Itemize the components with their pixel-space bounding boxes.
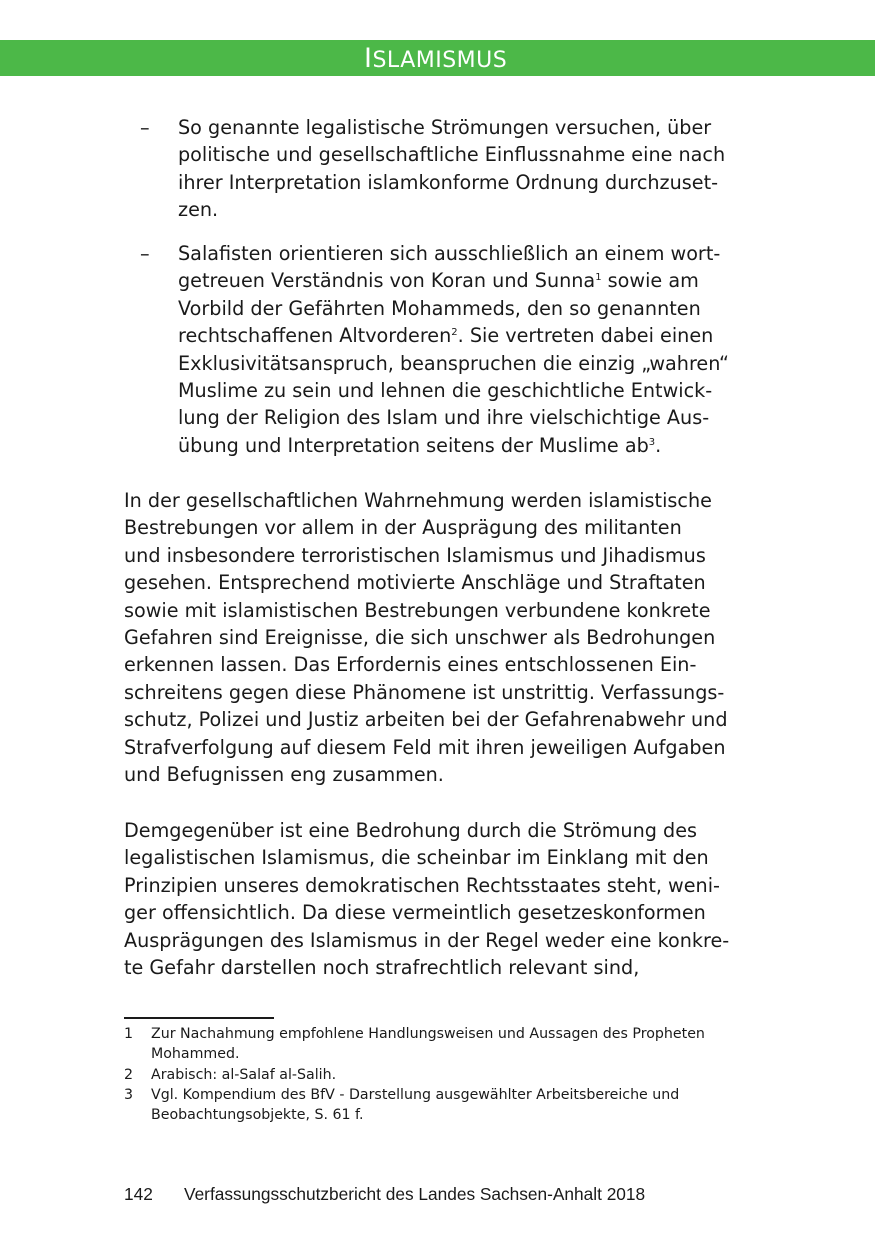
footnote-ref[interactable]: 2 (451, 327, 458, 339)
text-line: politische und gesellschaftliche Einflussnahme eine nach (178, 143, 726, 167)
footnote-item (124, 1024, 754, 1064)
text-line: In der gesellschaftlichen Wahrnehmung werden islamistische (124, 489, 712, 512)
bullet-item (124, 114, 754, 224)
text-fragment: übung und Interpretation seitens der Muslime ab (178, 433, 649, 457)
text-line: lung der Religion des Islam und ihre vielschichtige Aus- (178, 406, 710, 430)
bullet-item (124, 240, 754, 459)
footnote-text (151, 1024, 754, 1064)
text-line: schreitens gegen diese Phänomene ist unstrittig. Verfassungs- (124, 680, 725, 704)
text-line: und Befugnissen eng zusammen. (124, 763, 444, 787)
text-fragment: rechtschaffenen Altvorderen (178, 324, 452, 348)
text-fragment: sowie am (601, 269, 699, 293)
footnote-number: 2 (124, 1067, 134, 1083)
text-line: te Gefahr darstellen noch strafrechtlich relevant sind, (124, 956, 640, 980)
bullet-text (178, 114, 754, 224)
footnote-ref[interactable]: 3 (648, 436, 656, 448)
footnote-divider (124, 1017, 274, 1019)
text-line: Strafverfolgung auf diesem Feld mit ihren jeweiligen Aufgaben (124, 735, 726, 759)
text-line: zen. (178, 198, 219, 222)
text-line: Zur Nachahmung empfohlene Handlungsweisen und Aussagen des Propheten (151, 1026, 705, 1042)
text-line: schutz, Polizei und Justiz arbeiten bei der Gefahrenabwehr und (124, 708, 728, 732)
text-line: Bestrebungen vor allem in der Ausprägung des militanten (124, 516, 682, 540)
page-footer (124, 1182, 645, 1206)
footnote-text (151, 1065, 754, 1085)
text-line: Ausprägungen des Islamismus in der Regel weder eine konkre- (124, 928, 730, 952)
text-fragment: . Sie vertreten dabei einen (457, 324, 714, 348)
footnote-number: 3 (124, 1087, 134, 1103)
text-line (178, 267, 754, 294)
text-fragment: . (655, 433, 662, 457)
body-paragraph (124, 817, 754, 981)
footnote-item (124, 1085, 754, 1125)
section-title-initial: I (364, 43, 373, 74)
section-title-rest: SLAMISMUS (372, 48, 508, 73)
text-line: Vgl. Kompendium des BfV - Darstellung ausgewählter Arbeitsbereiche und (151, 1087, 680, 1103)
footnote-ref[interactable]: 1 (595, 272, 602, 284)
text-line: So genannte legalistische Strömungen versuchen, über (178, 116, 712, 139)
text-line: Gefahren sind Ereignisse, die sich unschwer als Bedrohungen (124, 626, 716, 650)
publication-title: Verfassungsschutzbericht des Landes Sachsen-Anhalt 2018 (184, 1184, 646, 1204)
text-line: Arabisch: al-Salaf al-Salih. (151, 1067, 337, 1083)
bullet-dash: – (140, 242, 150, 265)
text-line: ger offensichtlich. Da diese vermeintlich gesetzeskonformen (124, 901, 706, 925)
text-line: Demgegenüber ist eine Bedrohung durch die Strömung des (124, 819, 698, 842)
text-fragment: getreuen Verständnis von Koran und Sunna (178, 269, 596, 293)
bullet-text (178, 240, 754, 459)
body-paragraph (124, 487, 754, 788)
text-line: Vorbild der Gefährten Mohammeds, den so genannten (178, 296, 701, 320)
text-line (178, 432, 754, 459)
footnote-number: 1 (124, 1026, 134, 1042)
page-number: 142 (124, 1184, 153, 1204)
text-line: und insbesondere terroristischen Islamismus und Jihadismus (124, 543, 706, 567)
footnote-item (124, 1065, 754, 1085)
text-line: erkennen lassen. Das Erfordernis eines entschlossenen Ein- (124, 653, 697, 677)
text-line: Beobachtungsobjekte, S. 61 f. (151, 1107, 364, 1123)
bullet-dash: – (140, 116, 150, 139)
footnote-text (151, 1085, 754, 1125)
text-line: legalistischen Islamismus, die scheinbar im Einklang mit den (124, 846, 709, 870)
text-line (178, 322, 754, 349)
section-title (364, 44, 507, 76)
text-line: Mohammed. (151, 1046, 240, 1062)
text-line: Exklusivitätsanspruch, beanspruchen die einzig „wahren“ (178, 351, 729, 375)
text-line: ihrer Interpretation islamkonforme Ordnung durchzuset- (178, 170, 719, 194)
text-line: gesehen. Entsprechend motivierte Anschläge und Straftaten (124, 571, 706, 595)
text-line: Prinzipien unseres demokratischen Rechtsstaates steht, weni- (124, 873, 720, 897)
text-line: Salafisten orientieren sich ausschließlich an einem wort- (178, 242, 721, 265)
text-line: Muslime zu sein und lehnen die geschichtliche Entwick- (178, 379, 713, 403)
text-line: sowie mit islamistischen Bestrebungen verbundene konkrete (124, 598, 711, 622)
